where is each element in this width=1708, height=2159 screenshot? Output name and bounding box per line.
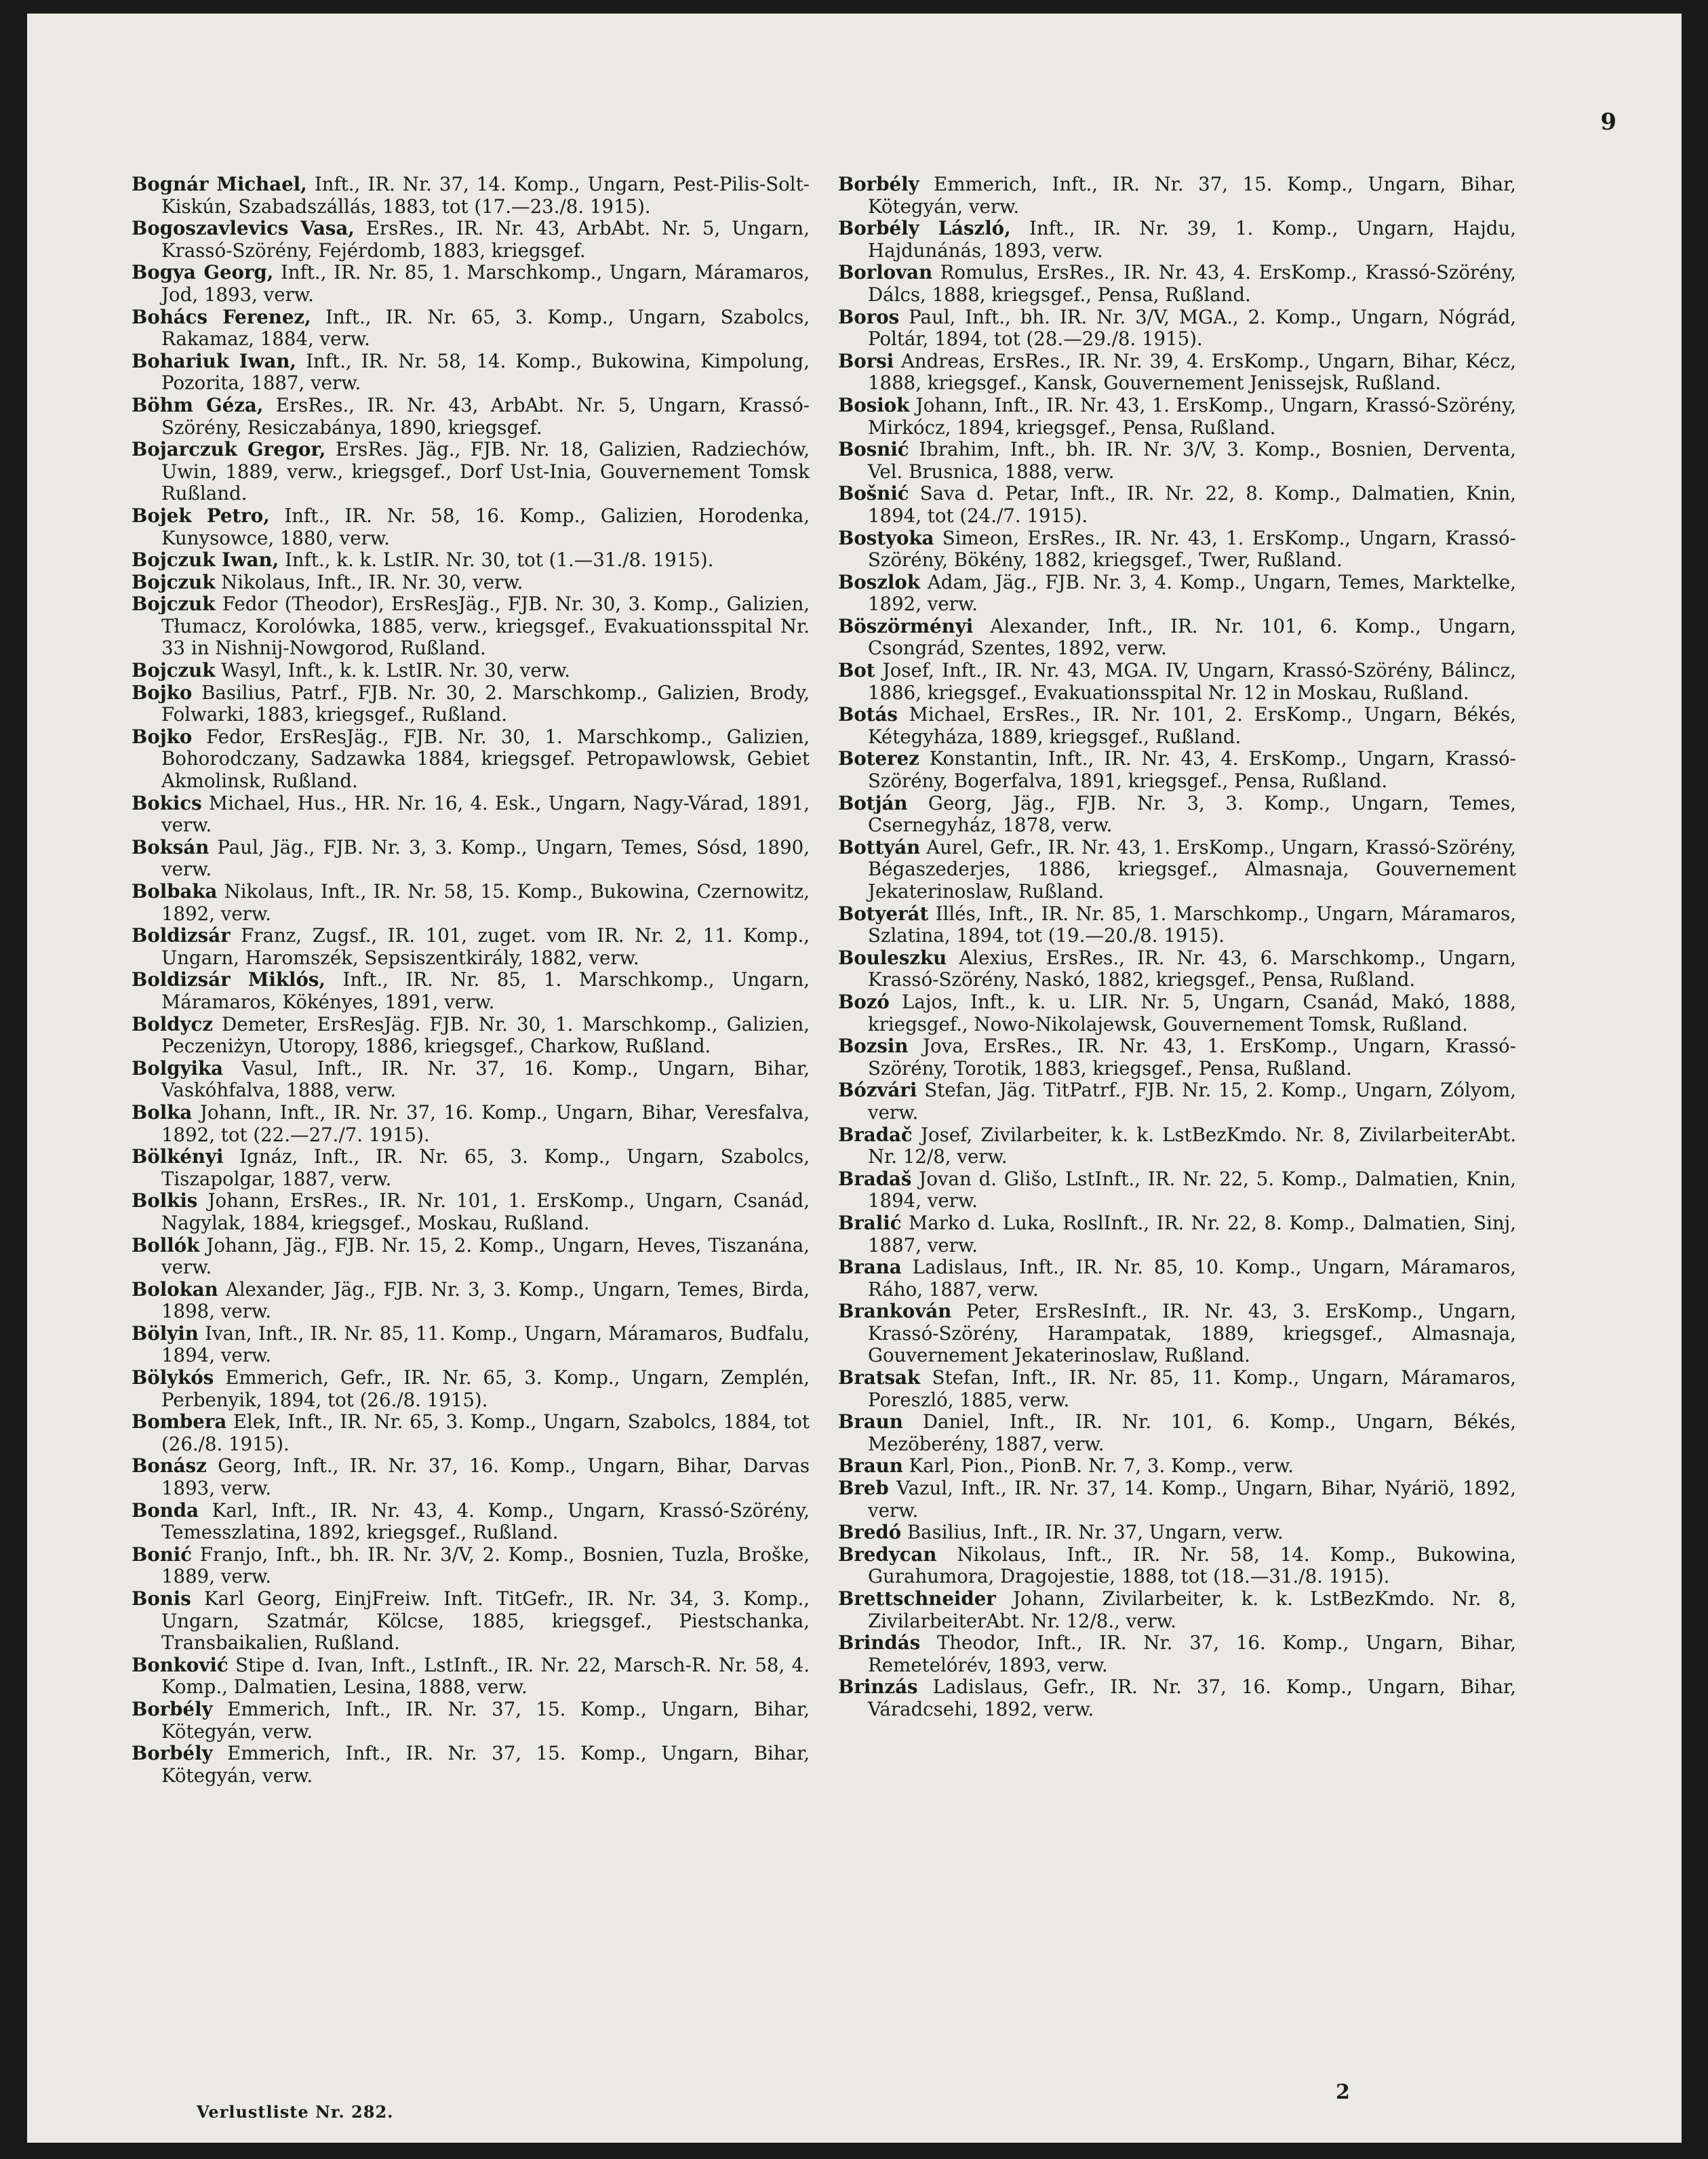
casualty-details: Emmerich, Inft., IR. Nr. 37, 15. Komp., Ungarn, Bihar, Kötegyán, verw. (868, 173, 1516, 218)
casualty-entry (838, 528, 1516, 572)
casualty-details: Inft., IR. Nr. 37, 14. Komp., Ungarn, Pest-Pilis-Solt-Kiskún, Szabadszállás, 1883, tot (17.—23./8. 1915). (161, 173, 810, 218)
casualty-name: Bolbaka (132, 880, 218, 903)
casualty-details: Ivan, Inft., IR. Nr. 85, 11. Komp., Ungarn, Máramaros, Budfalu, 1894, verw. (161, 1322, 810, 1367)
casualty-name: Boldizsár (132, 924, 231, 947)
casualty-name: Botyerát (838, 902, 929, 925)
casualty-entry (838, 837, 1516, 903)
casualty-entry (132, 1544, 810, 1588)
casualty-name: Bouleszku (838, 946, 947, 969)
casualty-name: Bognár Michael, (132, 173, 307, 195)
casualty-details: Johann, Zivilarbeiter, k. k. LstBezKmdo. Nr. 8, ZivilarbeiterAbt. Nr. 12/8., verw. (868, 1587, 1516, 1632)
casualty-name: Böhm Géza, (132, 393, 264, 416)
casualty-name: Bojczuk (132, 570, 216, 593)
casualty-name: Borsi (838, 349, 894, 372)
casualty-entry (132, 660, 810, 682)
casualty-name: Bonda (132, 1499, 199, 1522)
casualty-entry (132, 1655, 810, 1699)
casualty-entry (132, 726, 810, 793)
casualty-details: Inft., k. k. LstIR. Nr. 30, tot (1.—31./8. 1915). (284, 549, 714, 572)
casualty-entry (838, 306, 1516, 351)
casualty-details: Simeon, ErsRes., IR. Nr. 43, 1. ErsKomp., Ungarn, Krassó-Szörény, Bökény, 1882, kriegsgef., Twer, Rußland. (868, 526, 1516, 572)
casualty-entry (132, 1058, 810, 1102)
casualty-details: Inft., IR. Nr. 58, 16. Komp., Galizien, Horodenka, Kunysowce, 1880, verw. (161, 504, 810, 549)
casualty-name: Borlovan (838, 261, 933, 284)
casualty-entry (132, 1455, 810, 1499)
casualty-entry (838, 1301, 1516, 1367)
casualty-name: Bogoszavlevics Vasa, (132, 217, 355, 240)
casualty-entry (838, 1035, 1516, 1080)
casualty-details: Karl, Pion., PionB. Nr. 7, 3. Komp., verw. (909, 1454, 1294, 1478)
casualty-entry (132, 837, 810, 881)
casualty-name: Bradač (838, 1123, 913, 1146)
casualty-entry (838, 1168, 1516, 1212)
casualty-details: Fedor (Theodor), ErsResJäg., FJB. Nr. 30, 3. Komp., Galizien, Tłumacz, Korolówka, 1885, verw., kriegsgef., Evakuationsspital Nr. 33 in Nishnij-Nowgorod, Rußland. (161, 593, 810, 660)
casualty-entry (838, 174, 1516, 218)
casualty-details: Inft., IR. Nr. 85, 1. Marschkomp., Ungarn, Máramaros, Kökényes, 1891, verw. (161, 968, 810, 1013)
casualty-details: Basilius, Patrf., FJB. Nr. 30, 2. Marschkomp., Galizien, Brody, Folwarki, 1883, kriegsgef., Rußland. (161, 681, 810, 726)
casualty-details: Jovan d. Glišo, LstInft., IR. Nr. 22, 5. Komp., Dalmatien, Knin, 1894, verw. (868, 1167, 1517, 1212)
casualty-entry (132, 1500, 810, 1544)
casualty-name: Bottyán (838, 835, 921, 858)
casualty-name: Bralić (838, 1211, 902, 1234)
casualty-name: Bolgyika (132, 1056, 224, 1080)
casualty-entry (132, 395, 810, 439)
casualty-entry (132, 1102, 810, 1146)
casualty-entry (132, 682, 810, 726)
casualty-entry (132, 969, 810, 1013)
page-number: 9 (1600, 108, 1616, 136)
casualty-details: ErsRes. Jäg., FJB. Nr. 18, Galizien, Radziechów, Uwin, 1889, verw., kriegsgef., Dorf Ust-Inia, Gouvernement Tomsk Rußland. (161, 438, 810, 505)
casualty-details: Georg, Inft., IR. Nr. 37, 16. Komp., Ungarn, Bihar, Darvas 1893, verw. (161, 1454, 810, 1500)
casualty-details: Lajos, Inft., k. u. LIR. Nr. 5, Ungarn, Csanád, Makó, 1888, kriegsgef., Nowo-Nikolajewsk, Gouvernement Tomsk, Rußland. (868, 990, 1516, 1035)
casualty-details: Wasyl, Inft., k. k. LstIR. Nr. 30, verw. (221, 659, 571, 682)
casualty-entry (838, 218, 1516, 262)
casualty-entry (838, 660, 1516, 704)
casualty-details: Ignáz, Inft., IR. Nr. 65, 3. Komp., Ungarn, Szabolcs, Tiszapolgar, 1887, verw. (161, 1145, 810, 1190)
casualty-details: Vazul, Inft., IR. Nr. 37, 14. Komp., Ungarn, Bihar, Nyáriö, 1892, verw. (868, 1477, 1516, 1522)
casualty-details: Inft., IR. Nr. 65, 3. Komp., Ungarn, Szabolcs, Rakamaz, 1884, verw. (161, 305, 810, 351)
document-page (27, 14, 1682, 2143)
casualty-name: Bölykós (132, 1366, 214, 1389)
casualty-entry (132, 1279, 810, 1323)
casualty-name: Bozó (838, 990, 890, 1013)
casualty-entry (132, 549, 810, 572)
casualty-entry (132, 174, 810, 218)
casualty-details: Josef, Zivilarbeiter, k. k. LstBezKmdo. Nr. 8, ZivilarbeiterAbt. Nr. 12/8, verw. (868, 1123, 1516, 1168)
casualty-details: Johann, Inft., IR. Nr. 37, 16. Komp., Ungarn, Bihar, Veresfalva, 1892, tot (22.—27./7. 1915). (161, 1101, 810, 1146)
casualty-name: Brindás (838, 1631, 921, 1655)
casualty-entry (132, 1743, 810, 1787)
casualty-name: Bredycan (838, 1543, 937, 1566)
casualty-details: Demeter, ErsResJäg. FJB. Nr. 30, 1. Marschkomp., Galizien, Peczeniżyn, Utoropy, 1886, kriegsgef., Charkow, Rußland. (161, 1012, 810, 1058)
casualty-details: Daniel, Inft., IR. Nr. 101, 6. Komp., Ungarn, Békés, Mezöberény, 1887, verw. (868, 1410, 1516, 1455)
casualty-details: Illés, Inft., IR. Nr. 85, 1. Marschkomp., Ungarn, Máramaros, Szlatina, 1894, tot (19.—20./8. 1915). (868, 902, 1516, 947)
casualty-entry (838, 351, 1516, 395)
casualty-entry (132, 881, 810, 925)
casualty-name: Böszörményi (838, 614, 974, 637)
casualty-entry (838, 1080, 1516, 1124)
casualty-entry (132, 1235, 810, 1279)
casualty-entry (132, 572, 810, 594)
casualty-details: Ibrahim, Inft., bh. IR. Nr. 3/V, 3. Komp., Bosnien, Derventa, Vel. Brusnica, 1888, verw. (868, 438, 1516, 483)
casualty-name: Bradaš (838, 1167, 912, 1190)
casualty-entry (838, 1676, 1516, 1720)
casualty-details: Romulus, ErsRes., IR. Nr. 43, 4. ErsKomp., Krassó-Szörény, Dálcs, 1888, kriegsgef., Pensa, Rußland. (868, 261, 1516, 306)
casualty-name: Bošnić (838, 482, 909, 505)
casualty-details: Sava d. Petar, Inft., IR. Nr. 22, 8. Komp., Dalmatien, Knin, 1894, tot (24./7. 1915). (868, 482, 1516, 527)
casualty-details: Konstantin, Inft., IR. Nr. 43, 4. ErsKomp., Ungarn, Krassó-Szörény, Bogerfalva, 1891, kriegsgef., Pensa, Rußland. (868, 747, 1516, 793)
casualty-details: Marko d. Luka, RoslInft., IR. Nr. 22, 8. Komp., Dalmatien, Sinj, 1887, verw. (868, 1211, 1516, 1256)
casualty-details: Georg, Jäg., FJB. Nr. 3, 3. Komp., Ungarn, Temes, Csernegyház, 1878, verw. (868, 791, 1516, 837)
casualty-entry (838, 903, 1516, 947)
casualty-name: Braun (838, 1454, 903, 1478)
casualty-entry (838, 1632, 1516, 1676)
casualty-details: Nikolaus, Inft., IR. Nr. 58, 15. Komp., Bukowina, Czernowitz, 1892, verw. (161, 880, 810, 925)
casualty-details: Michael, Hus., HR. Nr. 16, 4. Esk., Ungarn, Nagy-Várad, 1891, verw. (161, 791, 810, 837)
casualty-name: Bojko (132, 725, 193, 748)
casualty-name: Botás (838, 703, 898, 726)
casualty-name: Boldycz (132, 1012, 214, 1035)
casualty-name: Bogya Georg, (132, 261, 274, 284)
casualty-name: Bózvári (838, 1079, 917, 1102)
casualty-name: Borbély László, (838, 217, 1011, 240)
casualty-name: Brettschneider (838, 1587, 996, 1610)
casualty-details: Fedor, ErsResJäg., FJB. Nr. 30, 1. Marschkomp., Galizien, Bohorodczany, Sadzawka 1884, kriegsgef. Petropawlowsk, Gebiet Akmolinsk, Rußland. (161, 725, 810, 793)
casualty-details: Johann, Jäg., FJB. Nr. 15, 2. Komp., Ungarn, Heves, Tiszanána, verw. (161, 1233, 810, 1279)
casualty-name: Borbély (838, 173, 919, 195)
casualty-details: Andreas, ErsRes., IR. Nr. 39, 4. ErsKomp., Ungarn, Bihar, Kécz, 1888, kriegsgef., Kansk, Gouvernement Jenissejsk, Rußland. (868, 349, 1516, 395)
casualty-details: Nikolaus, Inft., IR. Nr. 30, verw. (221, 570, 523, 593)
casualty-details: Inft., IR. Nr. 58, 14. Komp., Bukowina, Kimpolung, Pozorita, 1887, verw. (161, 349, 810, 395)
casualty-name: Bredó (838, 1521, 902, 1544)
casualty-entry (132, 793, 810, 837)
casualty-details: Karl Georg, EinjFreiw. Inft. TitGefr., IR. Nr. 34, 3. Komp., Ungarn, Szatmár, Kölcse, 1885, kriegsgef., Piestschanka, Transbaikalien, Rußland. (161, 1587, 810, 1655)
casualty-details: Peter, ErsResInft., IR. Nr. 43, 3. ErsKomp., Ungarn, Krassó-Szörény, Harampatak, 1889, kriegsgef., Almasnaja, Gouvernement Jekaterinoslaw, Rußland. (868, 1300, 1516, 1367)
casualty-name: Bolkis (132, 1189, 198, 1212)
casualty-entry (132, 1411, 810, 1455)
casualty-name: Bostyoka (838, 526, 934, 549)
casualty-entry (838, 793, 1516, 837)
casualty-details: Emmerich, Gefr., IR. Nr. 65, 3. Komp., Ungarn, Zemplén, Perbenyik, 1894, tot (26./8. 1915). (161, 1366, 810, 1411)
casualty-name: Bosiok (838, 393, 910, 416)
casualty-entry (838, 1588, 1516, 1632)
casualty-details: Stefan, Inft., IR. Nr. 85, 11. Komp., Ungarn, Máramaros, Poreszló, 1885, verw. (868, 1366, 1516, 1411)
right-column (838, 174, 1516, 1721)
casualty-name: Bosnić (838, 438, 909, 461)
casualty-entry (132, 505, 810, 549)
casualty-entry (838, 395, 1516, 439)
casualty-entry (132, 351, 810, 395)
casualty-name: Bozsin (838, 1035, 909, 1058)
casualty-details: Johann, ErsRes., IR. Nr. 101, 1. ErsKomp., Ungarn, Csanád, Nagylak, 1884, kriegsgef., Moskau, Rußland. (161, 1189, 810, 1234)
casualty-details: Alexander, Jäg., FJB. Nr. 3, 3. Komp., Ungarn, Temes, Birda, 1898, verw. (161, 1277, 810, 1323)
casualty-name: Bojczuk (132, 659, 216, 682)
casualty-details: Alexander, Inft., IR. Nr. 101, 6. Komp., Ungarn, Csongrád, Szentes, 1892, verw. (868, 614, 1516, 660)
casualty-details: Paul, Jäg., FJB. Nr. 3, 3. Komp., Ungarn, Temes, Sósd, 1890, verw. (161, 835, 810, 881)
casualty-name: Braun (838, 1410, 903, 1433)
casualty-name: Brana (838, 1256, 902, 1279)
casualty-name: Bombera (132, 1410, 227, 1433)
casualty-entry (838, 1411, 1516, 1455)
casualty-details: Johann, Inft., IR. Nr. 43, 1. ErsKomp., Ungarn, Krassó-Szörény, Mirkócz, 1894, kriegsgef., Pensa, Rußland. (868, 393, 1516, 439)
casualty-entry (838, 991, 1516, 1035)
casualty-name: Brankován (838, 1300, 952, 1323)
casualty-details: Inft., IR. Nr. 39, 1. Komp., Ungarn, Hajdu, Hajdunánás, 1893, verw. (868, 217, 1516, 262)
casualty-entry (132, 925, 810, 969)
casualty-name: Bojczuk Iwan, (132, 549, 279, 572)
casualty-name: Bojek Petro, (132, 504, 270, 527)
casualty-name: Borbély (132, 1742, 213, 1765)
casualty-name: Bonis (132, 1587, 191, 1610)
casualty-entry (838, 616, 1516, 660)
casualty-entry (838, 704, 1516, 748)
casualty-entry (132, 262, 810, 306)
casualty-entry (838, 1522, 1516, 1544)
casualty-name: Boterez (838, 747, 919, 770)
casualty-details: Stefan, Jäg. TitPatrf., FJB. Nr. 15, 2. Komp., Ungarn, Zólyom, verw. (868, 1079, 1516, 1124)
casualty-details: Nikolaus, Inft., IR. Nr. 58, 14. Komp., Bukowina, Gurahumora, Dragojestie, 1888, tot (18.—31./8. 1915). (868, 1543, 1516, 1588)
casualty-name: Boszlok (838, 570, 920, 593)
casualty-entry (838, 439, 1516, 483)
casualty-details: Vasul, Inft., IR. Nr. 37, 16. Komp., Ungarn, Bihar, Vaskóhfalva, 1888, verw. (161, 1056, 810, 1102)
casualty-name: Bokics (132, 791, 202, 814)
casualty-name: Bot (838, 659, 875, 682)
casualty-entry (838, 1212, 1516, 1256)
casualty-details: Theodor, Inft., IR. Nr. 37, 16. Komp., Ungarn, Bihar, Remetelórév, 1893, verw. (868, 1631, 1516, 1676)
casualty-name: Bojarczuk Gregor, (132, 438, 326, 461)
casualty-entry (132, 439, 810, 505)
casualty-entry (838, 1124, 1516, 1168)
casualty-entry (838, 947, 1516, 991)
casualty-name: Bonković (132, 1653, 229, 1676)
casualty-name: Bratsak (838, 1366, 921, 1389)
casualty-details: Paul, Inft., bh. IR. Nr. 3/V, MGA., 2. Komp., Ungarn, Nógrád, Poltár, 1894, tot (28.—29./8. 1915). (868, 305, 1517, 351)
casualty-details: Basilius, Inft., IR. Nr. 37, Ungarn, verw. (907, 1521, 1284, 1544)
left-column (132, 174, 810, 1787)
casualty-details: Josef, Inft., IR. Nr. 43, MGA. IV, Ungarn, Krassó-Szörény, Bálincz, 1886, kriegsgef., Evakuationsspital Nr. 12 in Moskau, Rußland. (868, 659, 1516, 704)
casualty-details: Franjo, Inft., bh. IR. Nr. 3/V, 2. Komp., Bosnien, Tuzla, Broške, 1889, verw. (161, 1543, 810, 1588)
casualty-name: Bonász (132, 1454, 207, 1478)
casualty-details: Ladislaus, Inft., IR. Nr. 85, 10. Komp., Ungarn, Máramaros, Ráho, 1887, verw. (868, 1256, 1516, 1301)
casualty-details: Adam, Jäg., FJB. Nr. 3, 4. Komp., Ungarn, Temes, Marktelke, 1892, verw. (868, 570, 1517, 616)
casualty-details: Ladislaus, Gefr., IR. Nr. 37, 16. Komp., Ungarn, Bihar, Váradcsehi, 1892, verw. (868, 1676, 1516, 1720)
casualty-name: Bonić (132, 1543, 193, 1566)
casualty-entry (132, 1014, 810, 1058)
casualty-entry (838, 748, 1516, 792)
sheet-number: 2 (1336, 2080, 1350, 2104)
casualty-entry (838, 1455, 1516, 1478)
casualty-details: Alexius, ErsRes., IR. Nr. 43, 6. Marschkomp., Ungarn, Krassó-Szörény, Naskó, 1882, kriegsgef., Pensa, Rußland. (868, 946, 1516, 991)
list-number-footer: Verlustliste Nr. 282. (197, 2102, 394, 2122)
casualty-entry (838, 1256, 1516, 1301)
casualty-entry (132, 1323, 810, 1367)
casualty-entry (132, 1588, 810, 1655)
casualty-details: Emmerich, Inft., IR. Nr. 37, 15. Komp., Ungarn, Bihar, Kötegyán, verw. (161, 1742, 810, 1787)
casualty-name: Bolka (132, 1101, 193, 1124)
casualty-name: Bojczuk (132, 593, 216, 616)
casualty-name: Bohariuk Iwan, (132, 349, 297, 372)
casualty-entry (132, 218, 810, 262)
casualty-details: Inft., IR. Nr. 85, 1. Marschkomp., Ungarn, Máramaros, Jod, 1893, verw. (161, 261, 810, 306)
casualty-entry (838, 262, 1516, 306)
casualty-entry (838, 1544, 1516, 1588)
casualty-entry (132, 1367, 810, 1411)
casualty-details: ErsRes., IR. Nr. 43, ArbAbt. Nr. 5, Ungarn, Krassó-Szörény, Resiczabánya, 1890, kriegsgef. (161, 393, 810, 439)
casualty-name: Boldizsár Miklós, (132, 968, 326, 991)
casualty-details: Aurel, Gefr., IR. Nr. 43, 1. ErsKomp., Ungarn, Krassó-Szörény, Bégaszederjes, 1886, kriegsgef., Almasnaja, Gouvernement Jekaterinoslaw, Rußland. (868, 835, 1516, 903)
casualty-name: Bollók (132, 1233, 200, 1256)
casualty-name: Borbély (132, 1697, 213, 1720)
casualty-entry (132, 306, 810, 351)
casualty-details: Elek, Inft., IR. Nr. 65, 3. Komp., Ungarn, Szabolcs, 1884, tot (26./8. 1915). (161, 1410, 810, 1455)
casualty-name: Botján (838, 791, 908, 814)
casualty-details: Stipe d. Ivan, Inft., LstInft., IR. Nr. 22, Marsch-R. Nr. 58, 4. Komp., Dalmatien, Lesina, 1888, verw. (161, 1653, 810, 1699)
casualty-details: Franz, Zugsf., IR. 101, zuget. vom IR. Nr. 2, 11. Komp., Ungarn, Haromszék, Sepsiszentkirály, 1882, verw. (161, 924, 810, 969)
casualty-entry (838, 1478, 1516, 1522)
casualty-details: ErsRes., IR. Nr. 43, ArbAbt. Nr. 5, Ungarn, Krassó-Szörény, Fejérdomb, 1883, kriegsgef. (161, 217, 810, 262)
casualty-entry (132, 1190, 810, 1234)
casualty-name: Bölkényi (132, 1145, 224, 1168)
casualty-name: Boros (838, 305, 900, 328)
casualty-name: Bohács Ferenez, (132, 305, 311, 328)
casualty-name: Bojko (132, 681, 193, 704)
casualty-entry (132, 593, 810, 660)
casualty-entry (838, 483, 1516, 527)
casualty-details: Michael, ErsRes., IR. Nr. 101, 2. ErsKomp., Ungarn, Békés, Kétegyháza, 1889, kriegsgef., Rußland. (868, 703, 1516, 748)
casualty-name: Brinzás (838, 1676, 918, 1699)
casualty-entry (132, 1146, 810, 1190)
casualty-name: Boksán (132, 835, 210, 858)
casualty-entry (838, 1367, 1516, 1411)
casualty-entry (132, 1699, 810, 1743)
casualty-name: Bolokan (132, 1277, 218, 1301)
casualty-details: Karl, Inft., IR. Nr. 43, 4. Komp., Ungarn, Krassó-Szörény, Temesszlatina, 1892, kriegsgef., Rußland. (161, 1499, 810, 1544)
casualty-details: Jova, ErsRes., IR. Nr. 43, 1. ErsKomp., Ungarn, Krassó-Szörény, Torotik, 1883, kriegsgef., Pensa, Rußland. (868, 1035, 1516, 1080)
casualty-name: Bölyin (132, 1322, 199, 1345)
casualty-details: Emmerich, Inft., IR. Nr. 37, 15. Komp., Ungarn, Bihar, Kötegyán, verw. (161, 1697, 810, 1743)
casualty-entry (838, 572, 1516, 616)
casualty-name: Breb (838, 1477, 889, 1500)
